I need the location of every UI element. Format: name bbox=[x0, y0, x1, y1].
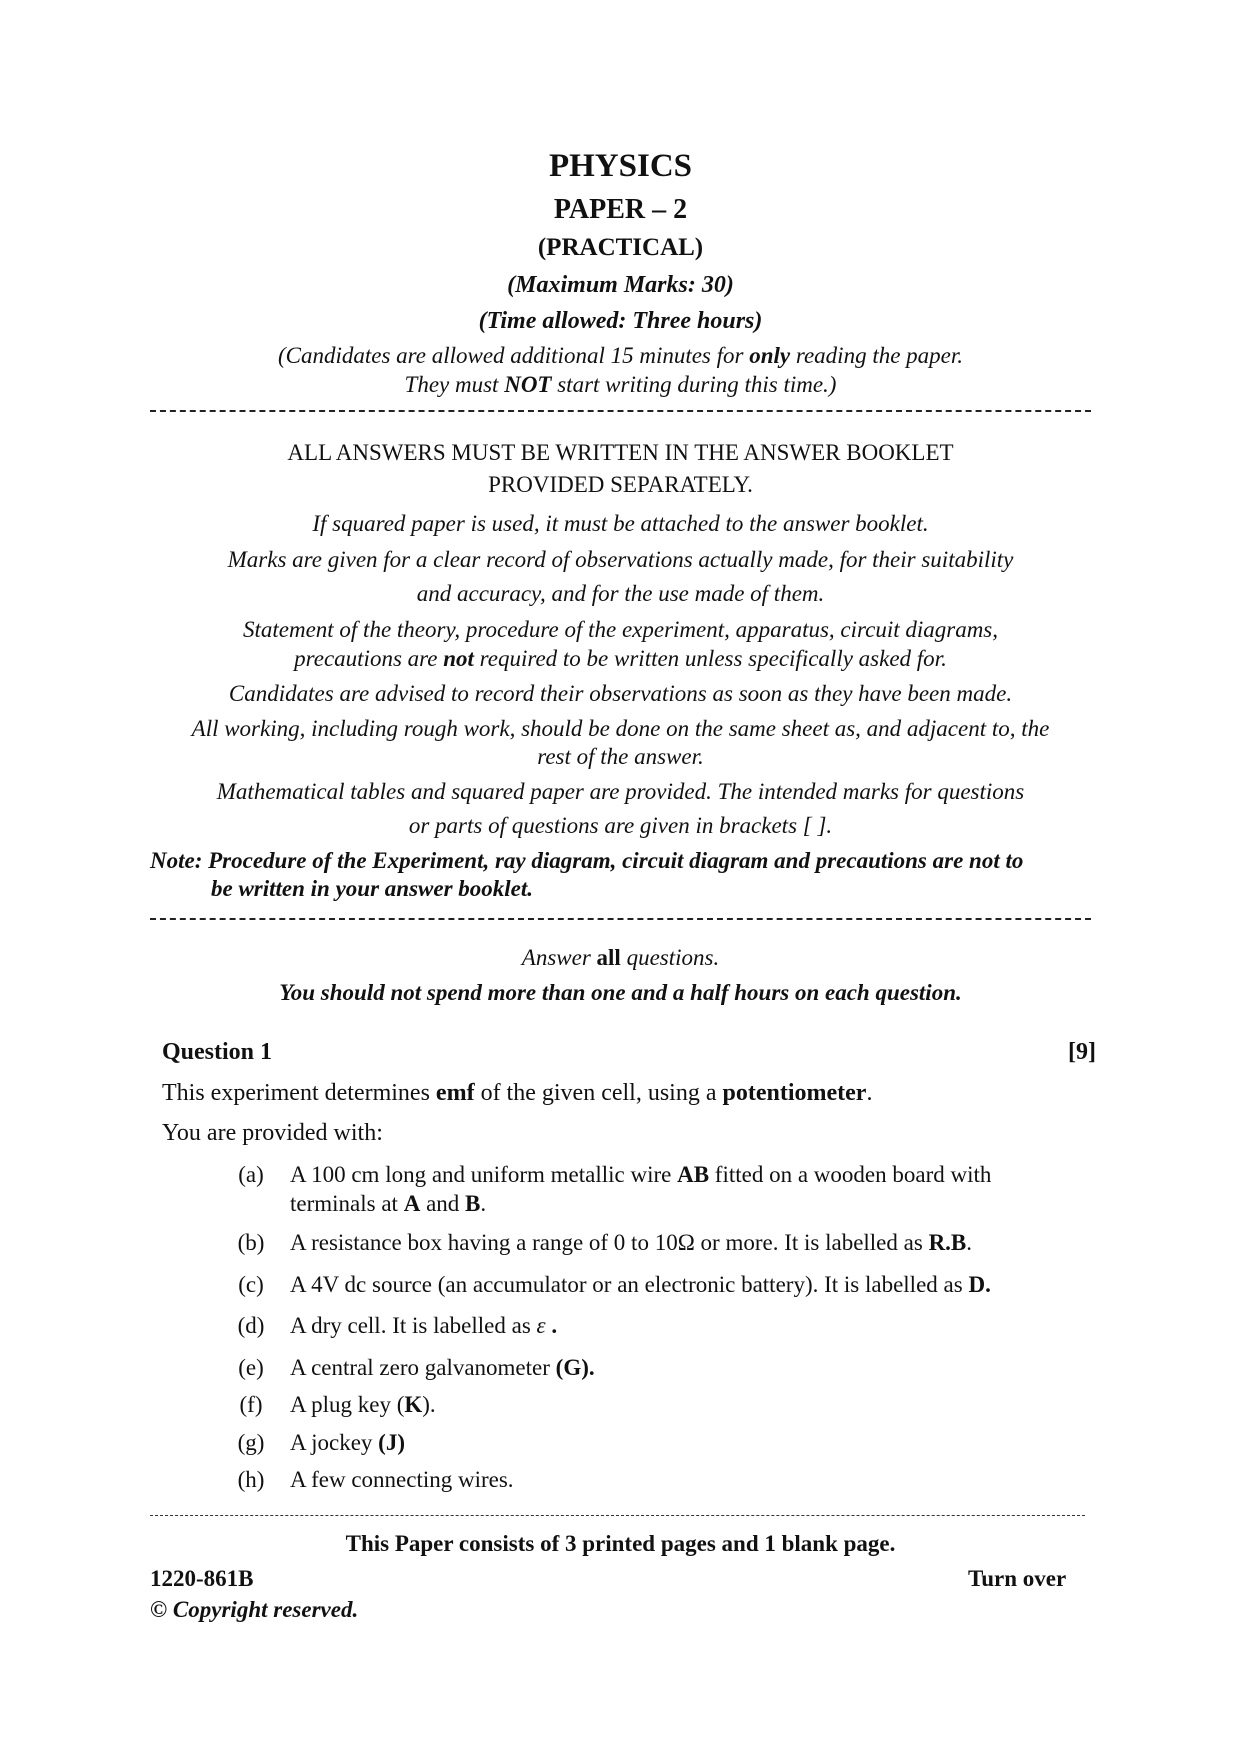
time-per-question-instruction: You should not spend more than one and a half hours on each question. bbox=[279, 980, 962, 1005]
list-item-label: (e) bbox=[238, 1355, 264, 1380]
answer-booklet-line1: ALL ANSWERS MUST BE WRITTEN IN THE ANSWER BOOKLET bbox=[287, 440, 954, 465]
statement-instruction-line1: Statement of the theory, procedure of the experiment, apparatus, circuit diagrams, bbox=[242, 617, 999, 642]
list-item-label: (d) bbox=[237, 1313, 265, 1338]
working-instruction-line1: All working, including rough work, should be done on the same sheet as, and adjacent to, the bbox=[191, 716, 1050, 741]
list-item-text: A dry cell. It is labelled as ε . bbox=[290, 1313, 558, 1338]
list-item-label: (a) bbox=[238, 1162, 264, 1187]
list-item-label: (f) bbox=[239, 1392, 263, 1417]
list-item-text: A resistance box having a range of 0 to 10Ω or more. It is labelled as R.B. bbox=[290, 1230, 973, 1255]
statement-instruction-line2: precautions are not required to be written unless specifically asked for. bbox=[294, 646, 947, 671]
list-item-label: (c) bbox=[238, 1272, 264, 1297]
answer-all-instruction: Answer all questions. bbox=[521, 945, 720, 970]
paper-number: PAPER – 2 bbox=[553, 194, 688, 225]
question-title: Question 1 bbox=[162, 1039, 273, 1065]
record-observations-instruction: Candidates are advised to record their observations as soon as they have been made. bbox=[228, 681, 1013, 706]
printed-pages-note: This Paper consists of 3 printed pages and 1 blank page. bbox=[345, 1531, 896, 1556]
note-line1: Note: Procedure of the Experiment, ray diagram, circuit diagram and precautions are not to bbox=[150, 848, 1024, 873]
list-item-label: (g) bbox=[237, 1430, 265, 1455]
list-item-text: A 100 cm long and uniform metallic wire AB fitted on a wooden board with terminals at A and B. bbox=[290, 1162, 992, 1216]
note-line2: be written in your answer booklet. bbox=[211, 876, 534, 901]
list-item-label: (h) bbox=[237, 1467, 265, 1492]
list-item-label: (b) bbox=[237, 1230, 265, 1255]
divider-footer bbox=[150, 1515, 1085, 1516]
marks-instruction-line1: Marks are given for a clear record of observations actually made, for their suitability bbox=[227, 547, 1014, 572]
question-intro: This experiment determines emf of the given cell, using a potentiometer. bbox=[162, 1080, 873, 1106]
no-writing-note: They must NOT start writing during this time.) bbox=[404, 372, 837, 397]
time-allowed: (Time allowed: Three hours) bbox=[478, 308, 763, 334]
list-item-text: A central zero galvanometer (G). bbox=[290, 1355, 595, 1380]
working-instruction-line2: rest of the answer. bbox=[537, 744, 704, 769]
squared-paper-instruction: If squared paper is used, it must be attached to the answer booklet. bbox=[312, 511, 929, 536]
tables-instruction-line2: or parts of questions are given in brackets [ ]. bbox=[408, 813, 833, 838]
list-item-text: A 4V dc source (an accumulator or an electronic battery). It is labelled as D. bbox=[290, 1272, 991, 1297]
divider-middle bbox=[150, 918, 1091, 920]
paper-kind: (PRACTICAL) bbox=[537, 234, 704, 261]
epsilon-symbol: ε bbox=[536, 1313, 546, 1338]
answer-booklet-line2: PROVIDED SEPARATELY. bbox=[488, 472, 753, 497]
provided-with-label: You are provided with: bbox=[162, 1120, 383, 1146]
reading-time-note: (Candidates are allowed additional 15 minutes for only reading the paper. bbox=[277, 343, 964, 368]
marks-instruction-line2: and accuracy, and for the use made of them. bbox=[416, 581, 825, 606]
tables-instruction-line1: Mathematical tables and squared paper are provided. The intended marks for questions bbox=[216, 779, 1025, 804]
paper-code: 1220-861B bbox=[150, 1566, 254, 1591]
list-item-text: A jockey (J) bbox=[290, 1430, 405, 1455]
question-marks: [9] bbox=[1068, 1039, 1096, 1065]
turn-over-label: Turn over bbox=[968, 1566, 1067, 1591]
list-item-text: A few connecting wires. bbox=[290, 1467, 514, 1492]
divider-top bbox=[150, 410, 1091, 412]
list-item-text: A plug key (K). bbox=[290, 1392, 436, 1417]
maximum-marks: (Maximum Marks: 30) bbox=[507, 272, 734, 298]
copyright-notice: © Copyright reserved. bbox=[150, 1597, 359, 1622]
subject-title: PHYSICS bbox=[548, 148, 693, 184]
